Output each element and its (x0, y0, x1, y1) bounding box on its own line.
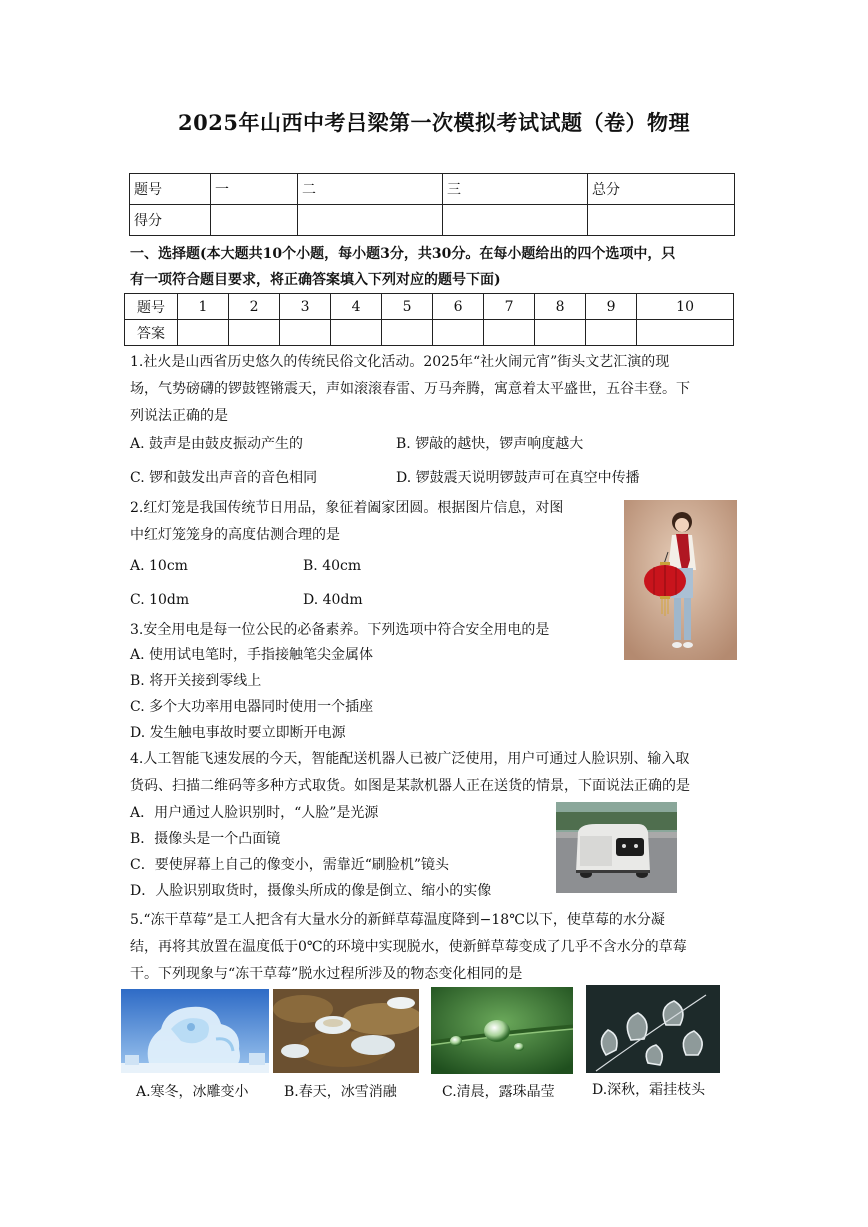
answer-cell (484, 320, 535, 346)
question-5 (130, 907, 745, 988)
score-table (129, 173, 735, 236)
option-c: C. 锣和鼓发出声音的音色相同 (130, 470, 318, 486)
answer-header-cell: 9 (586, 294, 637, 320)
option-a: A．用户通过人脸识别时，“人脸”是光源 (130, 805, 379, 821)
option-d: D. 锣鼓震天说明锣鼓声可在真空中传播 (396, 470, 640, 486)
section-heading-line: 一、选择题(本大题共10个小题，每小题3分，共30分。在每小题给出的四个选项中，只 (130, 246, 676, 262)
section-heading-line: 有一项符合题目要求，将正确答案填入下列对应的题号下面) (130, 272, 501, 288)
question-text: 4.人工智能飞速发展的今天，智能配送机器人已被广泛使用，用户可通过人脸识别、输入取 (130, 751, 690, 767)
score-header-cell: 总分 (588, 174, 735, 205)
lantern-photo (624, 500, 737, 660)
option-c: C. 多个大功率用电器同时使用一个插座 (130, 699, 374, 715)
question-1 (130, 349, 740, 430)
option-b: B. 将开关接到零线上 (130, 673, 262, 689)
image-caption-a: A.寒冬，冰雕变小 (136, 1084, 249, 1100)
score-cell (443, 205, 588, 236)
option-d: D. 40dm (303, 592, 363, 608)
option-a: A. 使用试电笔时，手指接触笔尖金属体 (130, 647, 374, 663)
section-heading (130, 241, 740, 293)
question-3: 3.安全用电是每一位公民的必备素养。下列选项中符合安全用电的是 (130, 622, 550, 638)
answer-header-cell: 8 (535, 294, 586, 320)
score-header-cell: 一 (211, 174, 298, 205)
question-4 (130, 746, 740, 800)
score-header-cell: 三 (443, 174, 588, 205)
answer-table (124, 293, 734, 346)
answer-header-cell: 1 (178, 294, 229, 320)
option-a: A. 鼓声是由鼓皮振动产生的 (130, 436, 304, 452)
image-caption-b: B.春天，冰雪消融 (284, 1084, 397, 1100)
answer-cell (229, 320, 280, 346)
answer-cell (433, 320, 484, 346)
score-cell (211, 205, 298, 236)
option-c: C．要使屏幕上自己的像变小，需靠近“刷脸机”镜头 (130, 857, 450, 873)
answer-cell (331, 320, 382, 346)
question-text: 1.社火是山西省历史悠久的传统民俗文化活动。2025年“社火闹元宵”街头文艺汇演的现 (130, 354, 670, 370)
answer-cell (637, 320, 734, 346)
option-b: B. 40cm (303, 558, 362, 574)
answer-header-cell: 10 (637, 294, 734, 320)
page-title: 2025年山西中考吕梁第一次模拟考试试题（卷）物理 (178, 110, 690, 135)
answer-row-label: 答案 (125, 320, 178, 346)
answer-header-cell: 4 (331, 294, 382, 320)
option-b: B. 锣敲的越快，锣声响度越大 (396, 436, 584, 452)
question-text: 2.红灯笼是我国传统节日用品，象征着阖家团圆。根据图片信息，对图 (130, 500, 564, 516)
question-text: 场，气势磅礴的锣鼓铿锵震天，声如滚滚春雷、万马奔腾，寓意着太平盛世，五谷丰登。下 (130, 381, 690, 397)
ice-sculpture-photo (121, 989, 269, 1073)
answer-cell (586, 320, 637, 346)
option-a: A. 10cm (130, 558, 188, 574)
question-text: 结，再将其放置在温度低于0℃的环境中实现脱水，使新鲜草莓变成了几乎不含水分的草莓 (130, 939, 687, 955)
dewdrop-photo (431, 987, 573, 1074)
answer-header-cell: 题号 (125, 294, 178, 320)
image-caption-c: C.清晨，露珠晶莹 (442, 1084, 555, 1100)
answer-header-cell: 2 (229, 294, 280, 320)
question-text: 中红灯笼笼身的高度估测合理的是 (130, 527, 340, 543)
question-text: 干。下列现象与“冻干草莓”脱水过程所涉及的物态变化相同的是 (130, 966, 523, 982)
option-d: D. 发生触电事故时要立即断开电源 (130, 725, 346, 741)
score-cell (588, 205, 735, 236)
question-text: 5.“冻干草莓”是工人把含有大量水分的新鲜草莓温度降到−18℃以下，使草莓的水分凝 (130, 912, 665, 928)
option-b: B．摄像头是一个凸面镜 (130, 831, 281, 847)
answer-header-cell: 6 (433, 294, 484, 320)
score-row-label: 得分 (130, 205, 211, 236)
image-caption-d: D.深秋，霜挂枝头 (592, 1082, 706, 1098)
answer-cell (535, 320, 586, 346)
answer-cell (382, 320, 433, 346)
question-2 (130, 495, 610, 549)
score-header-cell: 题号 (130, 174, 211, 205)
score-header-cell: 二 (298, 174, 443, 205)
answer-header-cell: 5 (382, 294, 433, 320)
option-c: C. 10dm (130, 592, 190, 608)
delivery-robot-photo (556, 802, 677, 893)
frost-leaves-photo (586, 985, 720, 1073)
question-text: 货码、扫描二维码等多种方式取货。如图是某款机器人正在送货的情景，下面说法正确的是 (130, 778, 690, 794)
answer-header-cell: 7 (484, 294, 535, 320)
option-d: D．人脸识别取货时，摄像头所成的像是倒立、缩小的实像 (130, 883, 492, 899)
answer-header-cell: 3 (280, 294, 331, 320)
score-cell (298, 205, 443, 236)
melting-snow-photo (273, 989, 419, 1073)
question-text: 列说法正确的是 (130, 408, 228, 424)
answer-cell (280, 320, 331, 346)
answer-cell (178, 320, 229, 346)
